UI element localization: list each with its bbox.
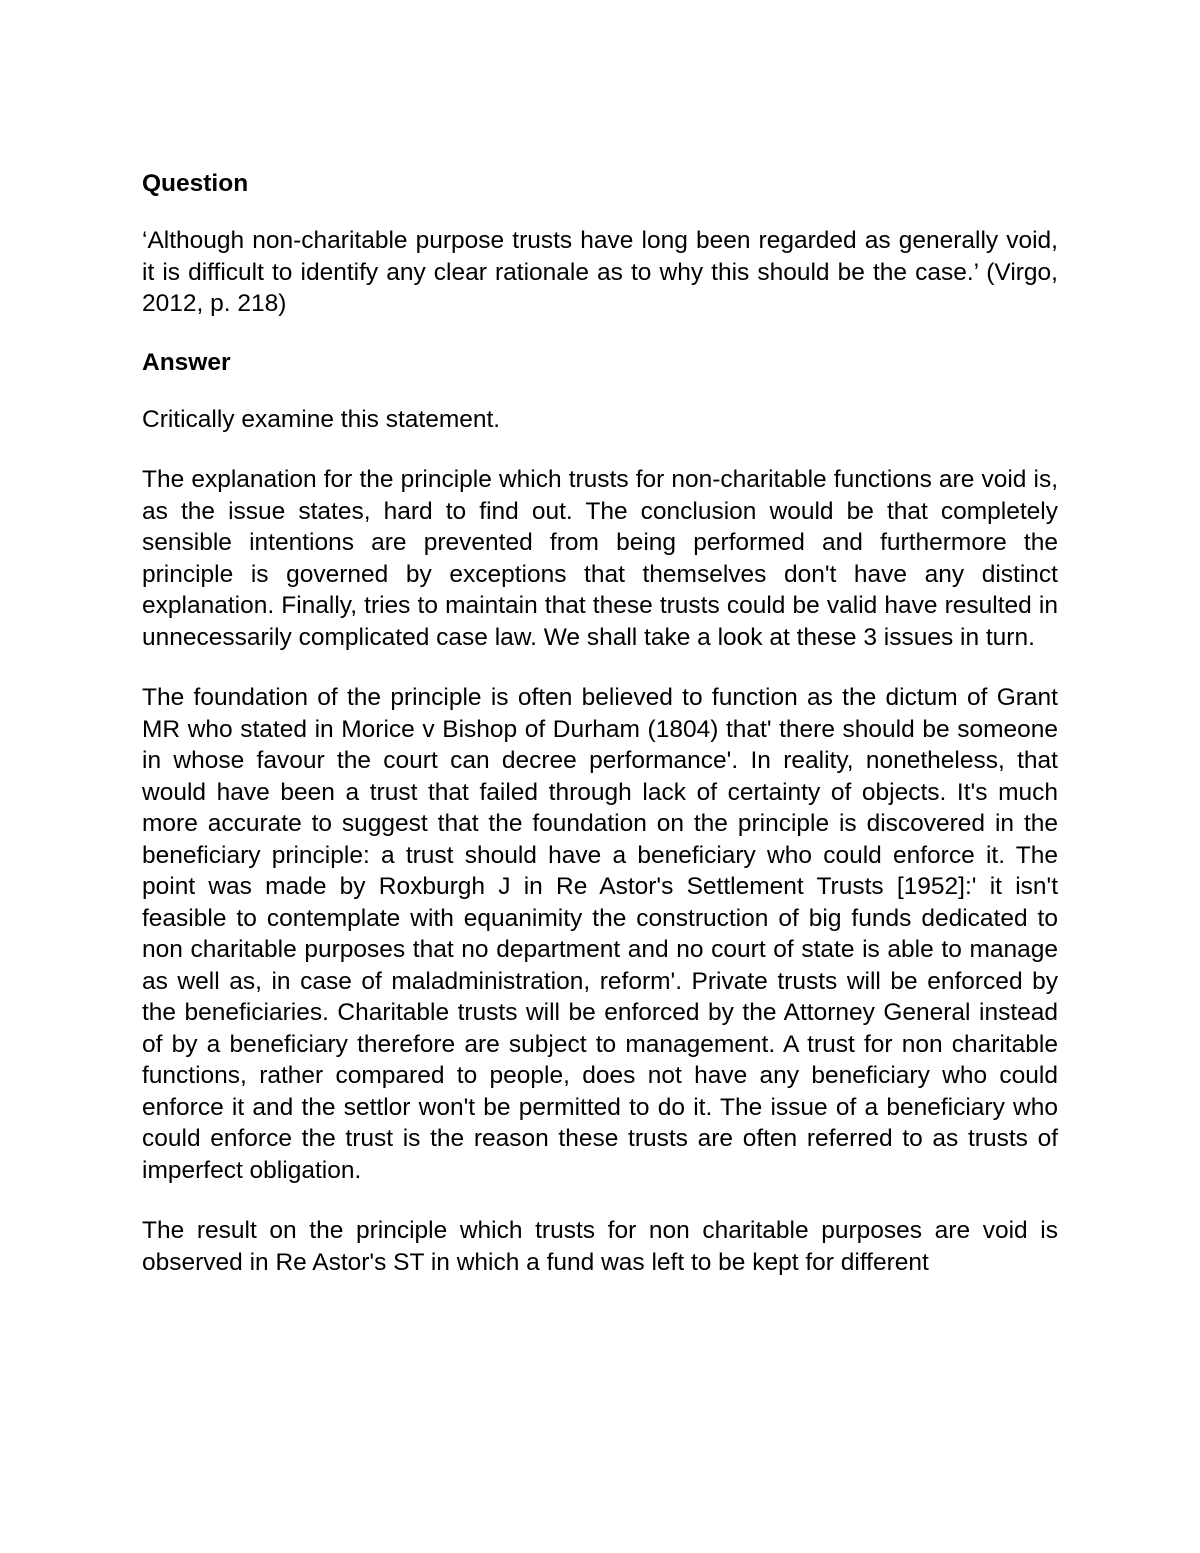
question-text: ‘Although non-charitable purpose trusts have long been regarded as generally void, it is difficult to identify any clear rationale as to why this should be the case.’ (Virgo, 2012, p. 218) [142, 227, 1058, 317]
body-paragraph-3: The result on the principle which trusts for non charitable purposes are void is observed in Re Astor's ST in which a fund was left to be kept for different [142, 1217, 1058, 1276]
instruction-text: Critically examine this statement. [142, 405, 501, 433]
question-heading: Question [142, 170, 249, 197]
answer-heading: Answer [142, 348, 231, 376]
body-paragraph-1: The explanation for the principle which trusts for non-charitable functions are void is, as the issue states, hard to find out. The conclusion would be that completely sensible intentions are prevented from being performed and furthermore the principle is governed by exceptions that themselves don't have any distinct explanation. Finally, tries to maintain that these trusts could be valid have resulted in unnecessarily complicated case law. We shall take a look at these 3 issues in turn. [142, 466, 1058, 651]
body-paragraph-2: The foundation of the principle is often believed to function as the dictum of Grant MR who stated in Morice v Bishop of Durham (1804) that' there should be someone in whose favour the court can decree performance'. In reality, nonetheless, that would have been a trust that failed through lack of certainty of objects. It's much more accurate to suggest that the foundation on the principle is discovered in the beneficiary principle: a trust should have a beneficiary who could enforce it. The point was made by Roxburgh J in Re Astor's Settlement Trusts [1952]:' it isn't feasible to contemplate with equanimity the construction of big funds dedicated to non charitable purposes that no department and no court of state is able to manage as well as, in case of maladministration, reform'. Private trusts will be enforced by the beneficiaries. Charitable trusts will be enforced by the Attorney General instead of by a beneficiary therefore are subject to management. A trust for non charitable functions, rather compared to people, does not have any beneficiary who could enforce it and the settlor won't be permitted to do it. The issue of a beneficiary who could enforce the trust is the reason these trusts are often referred to as trusts of imperfect obligation. [142, 684, 1058, 1184]
document-page [142, 168, 1058, 1278]
